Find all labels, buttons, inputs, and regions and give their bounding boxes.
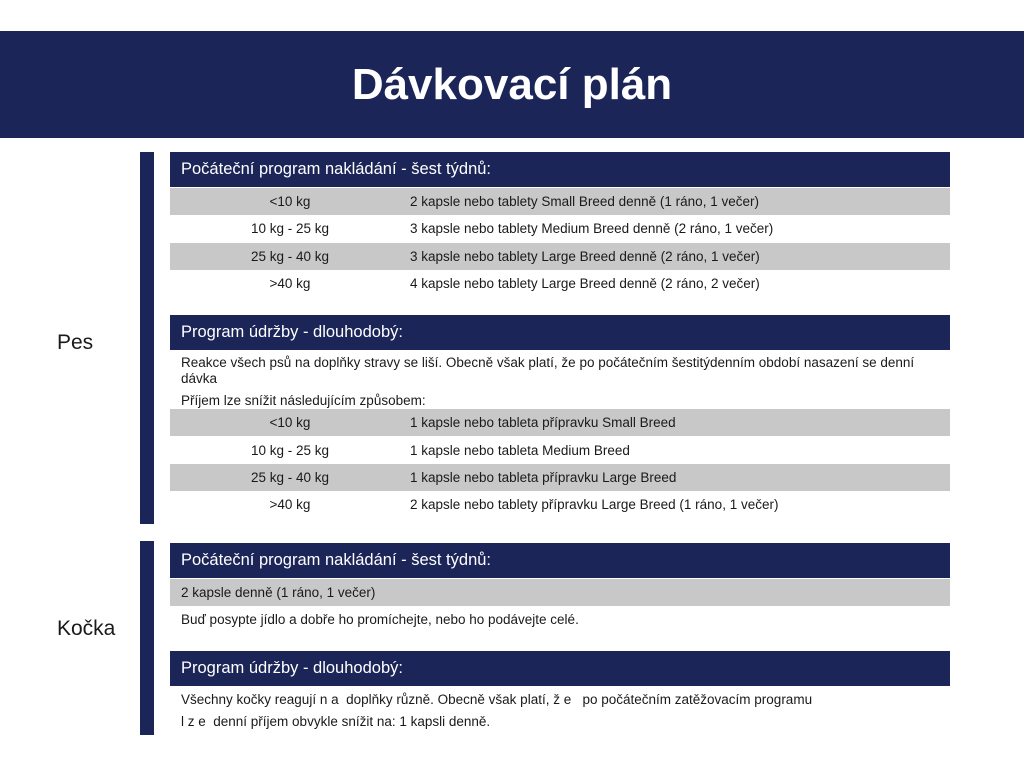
weight-cell: 25 kg - 40 kg bbox=[250, 470, 330, 485]
table-row bbox=[170, 270, 950, 297]
cat-maintenance-header: Program údržby - dlouhodobý: bbox=[170, 651, 950, 686]
dog-label: Pes bbox=[57, 331, 94, 354]
table-row bbox=[170, 491, 950, 518]
dog-maintenance-text: Reakce všech psů na doplňky stravy se liší. Obecně však platí, že po počátečním šestitýdenním období nasazení se denní dávka bbox=[181, 355, 915, 386]
cat-loading-header: Počáteční program nakládání - šest týdnů: bbox=[170, 543, 950, 578]
dose-cell: 1 kapsle nebo tableta přípravku Large Breed bbox=[410, 470, 677, 485]
dog-maintenance-header: Program údržby - dlouhodobý: bbox=[170, 315, 950, 350]
table-row bbox=[170, 409, 950, 436]
table-row bbox=[170, 243, 950, 270]
weight-cell: >40 kg bbox=[269, 497, 311, 512]
weight-cell: >40 kg bbox=[269, 276, 311, 291]
weight-cell: 10 kg - 25 kg bbox=[250, 221, 330, 236]
table-row bbox=[170, 215, 950, 242]
dose-cell: 1 kapsle nebo tableta Medium Breed bbox=[410, 443, 630, 458]
cat-maintenance-text: Všechny kočky reagují n a doplňky různě. Obecně však platí, ž e po počátečním zatěžovacím programu bbox=[181, 692, 813, 707]
dog-loading-header: Počáteční program nakládání - šest týdnů: bbox=[170, 152, 950, 187]
cat-label: Kočka bbox=[57, 617, 116, 640]
weight-cell: 10 kg - 25 kg bbox=[250, 443, 330, 458]
cat-loading-note: Buď posypte jídlo a dobře ho promíchejte, nebo ho podávejte celé. bbox=[181, 612, 579, 627]
dose-cell: 2 kapsle nebo tablety přípravku Large Breed (1 ráno, 1 večer) bbox=[410, 497, 779, 512]
cat-maintenance-subtext: l z e denní příjem obvykle snížit na: 1 kapsli denně. bbox=[181, 714, 491, 729]
dose-cell: 3 kapsle nebo tablety Medium Breed denně (2 ráno, 1 večer) bbox=[410, 221, 774, 236]
table-row bbox=[170, 188, 950, 215]
page-title: Dávkovací plán bbox=[351, 59, 673, 109]
dog-maintenance-subtext: Příjem lze snížit následujícím způsobem: bbox=[181, 393, 426, 408]
weight-cell: <10 kg bbox=[269, 415, 311, 430]
cat-section-bar bbox=[140, 541, 154, 735]
table-row bbox=[170, 579, 950, 606]
dog-section-bar bbox=[140, 152, 154, 524]
dose-cell: 4 kapsle nebo tablety Large Breed denně (2 ráno, 2 večer) bbox=[410, 276, 760, 291]
dose-cell: 2 kapsle denně (1 ráno, 1 večer) bbox=[181, 585, 376, 600]
weight-cell: 25 kg - 40 kg bbox=[250, 249, 330, 264]
dose-cell: 1 kapsle nebo tableta přípravku Small Breed bbox=[410, 415, 676, 430]
table-row bbox=[170, 464, 950, 491]
dose-cell: 2 kapsle nebo tablety Small Breed denně (1 ráno, 1 večer) bbox=[410, 194, 759, 209]
weight-cell: <10 kg bbox=[269, 194, 311, 209]
dose-cell: 3 kapsle nebo tablety Large Breed denně (2 ráno, 1 večer) bbox=[410, 249, 760, 264]
table-row bbox=[170, 437, 950, 464]
title-banner bbox=[0, 31, 1024, 138]
